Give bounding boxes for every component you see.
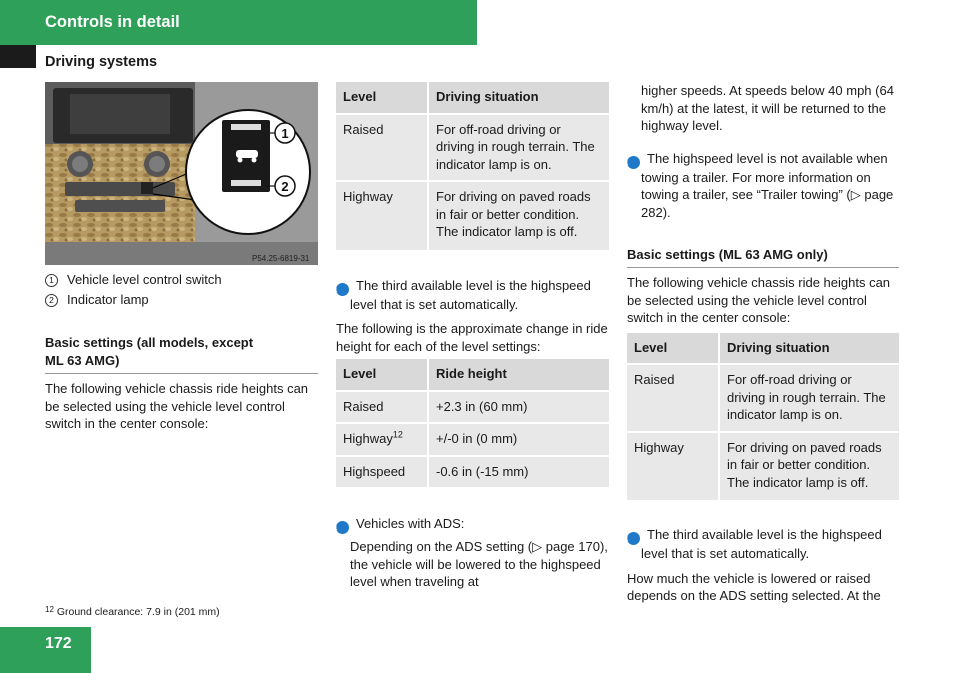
continuation-text: higher speeds. At speeds below 40 mph (64 km/h) at the latest, it will be returned to the highway level. (641, 83, 894, 133)
page-number: 172 (45, 635, 72, 652)
ads-note-body: Depending on the ADS setting (▷ page 170), the vehicle will be lowered to the highspeed level when traveling at (350, 539, 608, 589)
info-icon: i (336, 521, 349, 534)
amg-settings-intro: The following vehicle chassis ride heights can be selected using the vehicle level control switch in the center console: (627, 275, 891, 325)
table-cell: Highway (627, 431, 720, 501)
table-header-row (336, 82, 609, 113)
info-icon: i (627, 156, 640, 169)
table-header-row (627, 333, 899, 364)
table-header-cell: Driving situation (429, 82, 609, 113)
footnote-ref: 12 (392, 429, 403, 440)
footnote (45, 605, 220, 619)
footnote-text: Ground clearance: 7.9 in (201 mm) (56, 606, 220, 618)
info-icon: i (336, 283, 349, 296)
table-cell: -0.6 in (-15 mm) (429, 455, 609, 488)
table-cell: Raised (336, 113, 429, 181)
amg-level-table (627, 333, 899, 501)
table-cell: For driving on paved roads in fair or better condition. The indicator lamp is off. (429, 180, 609, 250)
table-cell: Highspeed (336, 455, 429, 488)
table-header-cell: Level (627, 333, 720, 364)
chapter-title: Controls in detail (45, 13, 180, 31)
table-cell: +/-0 in (0 mm) (429, 422, 609, 455)
info-note-trailer: i The highspeed level is not available when towing a trailer. For more information on towing a trailer, see “Trailer towing” (▷ page 282). (624, 150, 894, 220)
legend-item (45, 290, 318, 310)
amg-settings-heading: Basic settings (ML 63 AMG only) (627, 246, 899, 268)
table-cell: For driving on paved roads in fair or better condition. The indicator lamp is off. (720, 431, 899, 501)
table-header-cell: Level (336, 359, 429, 390)
legend-text: Indicator lamp (67, 292, 149, 308)
callout-1: 1 (281, 126, 289, 141)
legend-number: 1 (45, 274, 58, 287)
column-3 (624, 82, 899, 605)
column-2 (333, 82, 609, 591)
table-row (336, 455, 609, 488)
table-row (336, 422, 609, 455)
table-header-cell: Driving situation (720, 333, 899, 364)
basic-settings-heading: Basic settings (all models, except ML 63 AMG) (45, 334, 318, 374)
closing-text: How much the vehicle is lowered or raised depends on the ADS setting selected. At the (627, 570, 881, 603)
basic-settings-intro: The following vehicle chassis ride heights can be selected using the vehicle level control switch in the center console: (45, 381, 309, 431)
table-cell: Highway (336, 180, 429, 250)
figure-code: P54.25-6819-31 (252, 254, 310, 263)
table-header-cell: Level (336, 82, 429, 113)
info-note-ads: i Vehicles with ADS: (333, 516, 465, 533)
table-cell: For off-road driving or driving in rough terrain. The indicator lamp is on. (429, 113, 609, 181)
table-row (627, 363, 899, 431)
table-cell: Raised (336, 390, 429, 423)
info-icon: i (627, 532, 640, 545)
footnote-mark: 12 (45, 605, 54, 614)
table-row (627, 431, 899, 501)
table-cell: Highway$^{12}$ (336, 422, 429, 455)
level-situation-table (336, 82, 609, 250)
dashboard-photo (45, 82, 318, 265)
table-row (336, 390, 609, 423)
table-cell: +2.3 in (60 mm) (429, 390, 609, 423)
info-note-highspeed: i The third available level is the highspeed level that is set automatically. (624, 527, 882, 561)
table-row (336, 113, 609, 181)
section-title: Driving systems (45, 54, 158, 70)
header-bar (0, 0, 477, 45)
section-marker (0, 45, 36, 68)
table-header-cell: Ride height (429, 359, 609, 390)
callout-2: 2 (281, 179, 289, 194)
legend-text: Vehicle level control switch (67, 272, 222, 288)
table-row (336, 180, 609, 250)
ride-height-table (336, 359, 609, 487)
legend-item (45, 270, 318, 290)
ride-height-intro: The following is the approximate change in ride height for each of the level settings: (336, 321, 608, 354)
center-console-illustration (45, 82, 318, 265)
page-number-box (0, 627, 91, 673)
column-1 (45, 82, 318, 433)
legend-number: 2 (45, 294, 58, 307)
info-note: i The third available level is the highspeed level that is set automatically. (333, 277, 591, 312)
table-cell: Raised (627, 363, 720, 431)
table-header-row (336, 359, 609, 390)
figure-legend (45, 270, 318, 310)
table-cell: For off-road driving or driving in rough terrain. The indicator lamp is on. (720, 363, 899, 431)
